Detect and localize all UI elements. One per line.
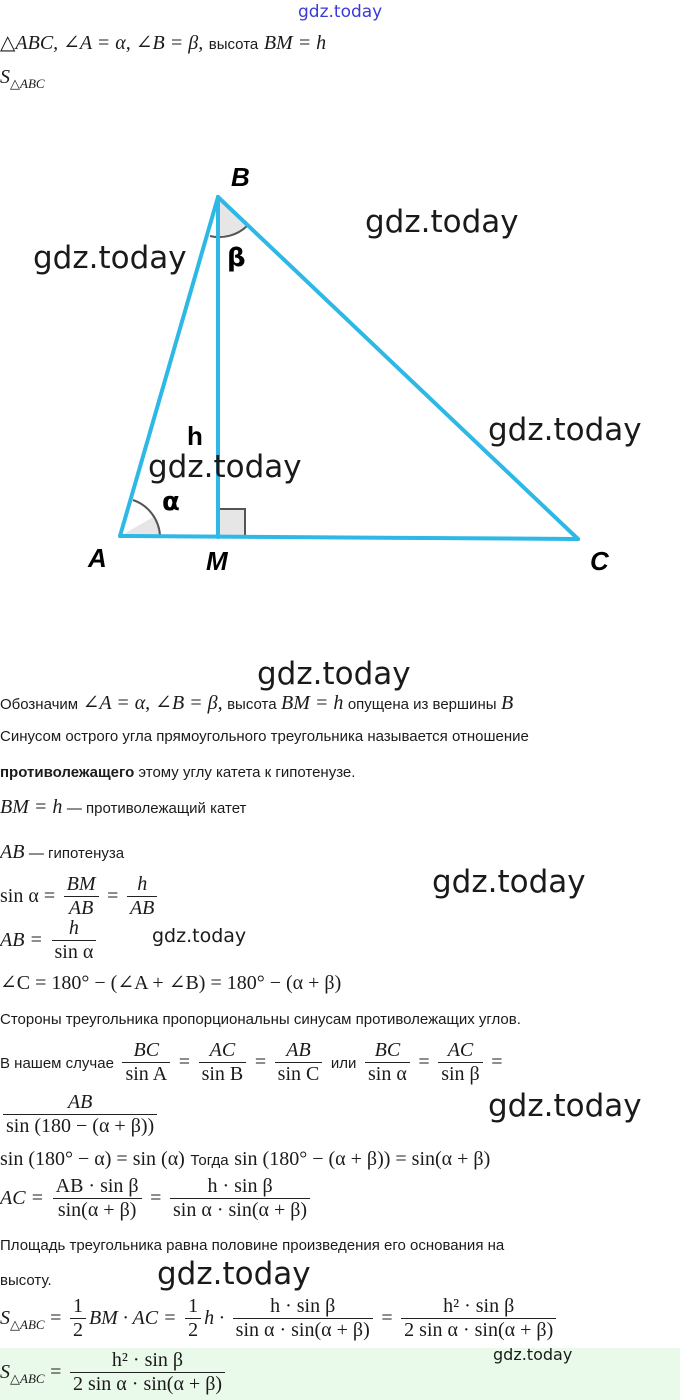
height-label: h <box>187 421 203 451</box>
frac-num: AB · sin β <box>53 1176 142 1199</box>
given-math-2: BM = h <box>263 32 327 54</box>
text-our-case: В нашем случае <box>0 1054 114 1072</box>
frac-den: sin α <box>367 1063 407 1085</box>
frac-den: sin B <box>201 1063 244 1085</box>
watermark-1: gdz.today <box>33 240 187 276</box>
frac-den: 2 sin α · sin(α + β) <box>72 1373 223 1395</box>
given-math: △ABC, ∠A = α, ∠B = β, <box>0 32 204 54</box>
frac-den: 2 sin α · sin(α + β) <box>404 1319 554 1341</box>
frac-num: 1 <box>185 1296 201 1319</box>
equals: = <box>50 1306 62 1329</box>
area-mid-1: BM · AC = <box>88 1306 177 1329</box>
solution-line-3 <box>0 764 355 781</box>
text-dropped: опущена из вершины <box>347 696 497 713</box>
vertex-label-B: B <box>231 162 250 192</box>
vertex-label-M: M <box>206 546 228 576</box>
equals: = <box>50 1360 62 1383</box>
ac-formula <box>0 1176 313 1221</box>
text-then: Тогда <box>190 1152 229 1169</box>
watermark-8: gdz.today <box>488 1088 642 1124</box>
text-rest: этому углу катета к гипотенузе. <box>138 764 356 781</box>
frac-den: sin A <box>125 1063 168 1085</box>
frac-num: AB <box>3 1092 157 1115</box>
right-angle-mark <box>218 509 245 536</box>
frac-den: sin (180 − (α + β)) <box>6 1115 155 1137</box>
solution-line-2: Синусом острого угла прямоугольного треугольника называется отношение <box>0 728 529 745</box>
equals: = <box>491 1050 503 1073</box>
frac-den: sin α · sin(α + β) <box>173 1199 308 1221</box>
frac-den: AB <box>129 897 155 919</box>
watermark-top: gdz.today <box>298 2 383 22</box>
frac-num: BC <box>365 1040 410 1063</box>
identity-left: sin (180° − α) = sin (α) <box>0 1148 185 1170</box>
frac-den: AB <box>68 897 94 919</box>
equals: = <box>254 1050 267 1073</box>
watermark-2: gdz.today <box>365 204 519 240</box>
solution-line-1 <box>0 690 513 715</box>
proportional-text: Стороны треугольника пропорциональны синусам противолежащих углов. <box>0 1011 521 1028</box>
equals: = <box>107 884 119 907</box>
watermark-4: gdz.today <box>148 449 302 485</box>
math-bm-h-2: BM = h <box>0 796 63 818</box>
math-vertex-b: B <box>500 692 514 714</box>
frac-num: h · sin β <box>233 1296 373 1319</box>
frac-num: h² · sin β <box>401 1296 556 1319</box>
equals: = <box>418 1050 430 1073</box>
watermark-6: gdz.today <box>432 864 586 900</box>
text-opposite-leg: — противолежащий катет <box>66 800 247 817</box>
watermark-3: gdz.today <box>488 412 642 448</box>
bold-opposite: противолежащего <box>0 764 135 781</box>
frac-den: sin C <box>277 1063 320 1085</box>
answer-s: S <box>0 1360 10 1383</box>
frac-den: sin(α + β) <box>57 1199 137 1221</box>
frac-num: h · sin β <box>170 1176 310 1199</box>
watermark-9: gdz.today <box>157 1256 311 1292</box>
solution-line-4 <box>0 796 246 819</box>
area-mid-2: h · <box>204 1306 225 1329</box>
area-text-1: Площадь треугольника равна половине произведения его основания на <box>0 1237 505 1254</box>
frac-num: h <box>127 874 157 897</box>
equals: = <box>178 1050 190 1073</box>
given-line <box>0 30 326 55</box>
frac-num: h² · sin β <box>70 1350 225 1373</box>
frac-num: AC <box>199 1040 247 1063</box>
frac-num: BC <box>122 1040 170 1063</box>
sine-law-formula-cont <box>0 1092 160 1137</box>
equals: = <box>150 1186 162 1209</box>
text-denote: Обозначим <box>0 696 79 713</box>
frac-den: 2 <box>72 1319 83 1341</box>
vertex-label-C: C <box>590 546 609 576</box>
answer-formula <box>0 1350 228 1395</box>
solution-line-5 <box>0 841 124 864</box>
ac-lhs: AC = <box>0 1186 45 1209</box>
math-bm-h: BM = h <box>281 692 344 714</box>
area-text-2: высоту. <box>0 1272 52 1289</box>
text-hypotenuse: — гипотенуза <box>28 845 125 862</box>
beta-label: β <box>227 243 246 273</box>
frac-den: 2 <box>188 1319 199 1341</box>
identity-line <box>0 1148 490 1171</box>
frac-num: AB <box>275 1040 323 1063</box>
text-height: высота <box>227 696 277 713</box>
watermark-7: gdz.today <box>152 925 247 947</box>
alpha-label: α <box>162 487 180 517</box>
area-s: S <box>0 1306 10 1329</box>
frac-den: sin β <box>441 1063 480 1085</box>
find-s: S <box>0 66 10 88</box>
watermark-10: gdz.today <box>493 1345 573 1364</box>
given-text: высота <box>208 36 259 53</box>
answer-sub: △ABC <box>10 1370 45 1386</box>
ab-formula <box>0 918 99 963</box>
area-formula <box>0 1296 559 1341</box>
ab-lhs: AB = <box>0 928 43 951</box>
find-sub: △ABC <box>10 76 45 91</box>
area-sub: △ABC <box>10 1316 45 1332</box>
frac-num: h <box>52 918 97 941</box>
frac-num: BM <box>64 874 99 897</box>
frac-num: AC <box>438 1040 483 1063</box>
identity-right: sin (180° − (α + β)) = sin(α + β) <box>234 1148 491 1170</box>
text-or: или <box>330 1054 357 1072</box>
sin-alpha-formula <box>0 874 160 919</box>
watermark-5: gdz.today <box>257 656 411 692</box>
math-ab: AB <box>0 841 25 863</box>
side-BC <box>218 197 578 539</box>
vertex-label-A: A <box>88 543 107 573</box>
find-line <box>0 66 45 92</box>
frac-den: sin α · sin(α + β) <box>235 1319 370 1341</box>
side-AC <box>120 536 578 539</box>
triangle-diagram <box>0 150 680 610</box>
frac-num: 1 <box>70 1296 86 1319</box>
angle-c-formula: ∠C = 180° − (∠A + ∠B) = 180° − (α + β) <box>0 972 342 994</box>
math-angles: ∠A = α, ∠B = β, <box>82 692 223 714</box>
frac-den: sin α <box>54 941 94 963</box>
equals: = <box>381 1306 393 1329</box>
sin-alpha-lhs: sin α = <box>0 884 56 907</box>
sine-law-formula <box>0 1040 503 1085</box>
